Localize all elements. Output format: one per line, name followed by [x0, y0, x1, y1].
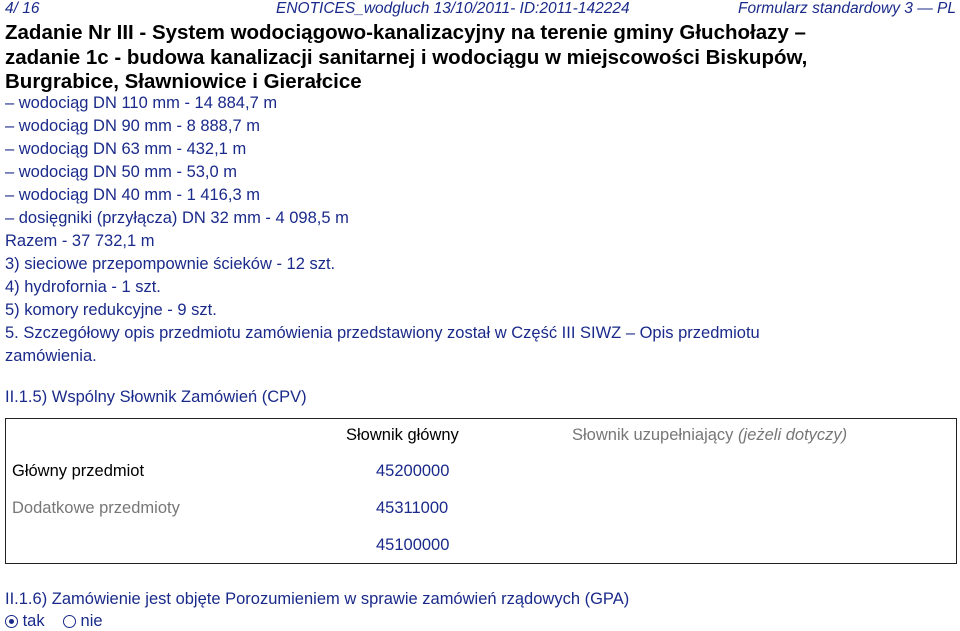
form-name: Formularz standardowy 3 — PL	[738, 0, 956, 17]
cpv-table	[5, 418, 957, 564]
document-id: ENOTICES_wodgluch 13/10/2011- ID:2011-142224	[276, 0, 630, 17]
section-cpv-heading: II.1.5) Wspólny Słownik Zamówień (CPV)	[5, 388, 307, 406]
list-item: 4) hydrofornia - 1 szt.	[5, 278, 161, 296]
page-header	[0, 0, 960, 20]
page-number: 4/ 16	[5, 0, 40, 17]
list-item: – wodociąg DN 50 mm - 53,0 m	[5, 163, 238, 181]
section-gpa-heading: II.1.6) Zamówienie jest objęte Porozumieniem w sprawie zamówień rządowych (GPA)	[5, 590, 630, 608]
list-item: 3) sieciowe przepompownie ścieków - 12 szt.	[5, 255, 336, 273]
col-supp-note: (jeżeli dotyczy)	[738, 426, 848, 444]
row-main-label: Główny przedmiot	[12, 462, 145, 480]
list-item: Razem - 37 732,1 m	[5, 232, 155, 250]
radio-yes[interactable]	[5, 615, 18, 628]
list-item: zamówienia.	[5, 347, 97, 365]
list-item: – wodociąg DN 40 mm - 1 416,3 m	[5, 186, 260, 204]
row-main-code: 45200000	[376, 462, 450, 480]
title-line-2: zadanie 1c - budowa kanalizacji sanitarnej i wodociągu w miejscowości Biskupów,	[5, 45, 808, 69]
radio-no[interactable]	[63, 615, 76, 628]
list-item: 5. Szczegółowy opis przedmiotu zamówienia przedstawiony został w Część III SIWZ – Opis przedmiotu	[5, 324, 760, 342]
col-main-header: Słownik główny	[346, 426, 459, 444]
row-add-label: Dodatkowe przedmioty	[12, 499, 180, 517]
list-item: – wodociąg DN 90 mm - 8 888,7 m	[5, 117, 260, 135]
title-line-3: Burgrabice, Sławniowice i Gierałcice	[5, 70, 362, 93]
gpa-options	[5, 612, 103, 631]
list-item: – wodociąg DN 63 mm - 432,1 m	[5, 140, 247, 158]
col-supp-header	[572, 426, 847, 445]
radio-no-label: nie	[80, 612, 103, 630]
row-add-code-2: 45100000	[376, 536, 450, 554]
list-item: – wodociąg DN 110 mm - 14 884,7 m	[5, 94, 278, 112]
contract-title	[5, 21, 955, 95]
title-line-1: Zadanie Nr III - System wodociągowo-kanalizacyjny na terenie gminy Głuchołazy –	[5, 21, 806, 44]
col-supp-label: Słownik uzupełniający	[572, 426, 734, 444]
list-item: 5) komory redukcyjne - 9 szt.	[5, 301, 217, 319]
list-item: – dosięgniki (przyłącza) DN 32 mm - 4 098,5 m	[5, 209, 349, 227]
radio-yes-label: tak	[22, 612, 45, 630]
row-add-code-1: 45311000	[376, 499, 449, 517]
